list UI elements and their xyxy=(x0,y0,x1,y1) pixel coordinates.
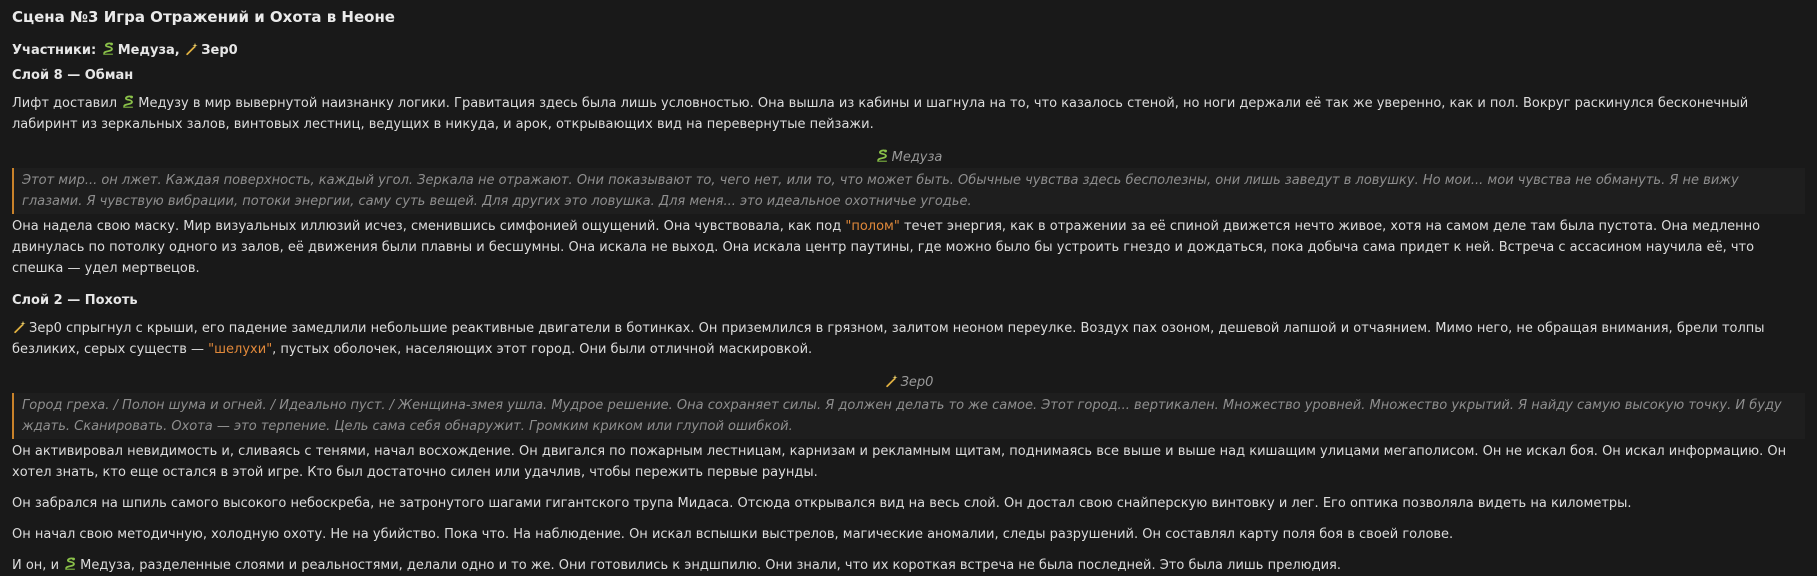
thought-speaker: Медуза xyxy=(891,150,943,165)
wand-icon xyxy=(184,42,199,56)
wand-icon xyxy=(12,320,27,334)
layer2-paragraph-3: Он забрался на шпиль самого высокого небоскреба, не затронутого шагами гигантского трупа Мидаса. Отсюда открывался вид на весь слой. Он достал свою снайперскую винтовку и лег. Его оптика позволяла видеть на километры. xyxy=(12,496,1632,511)
wand-icon xyxy=(884,374,899,388)
highlighted-term: "шелухи" xyxy=(208,342,273,357)
text-span: Медузу в мир вывернутой наизнанку логики. Гравитация здесь была лишь условностью. Она вышла из кабины и шагнула на то, что казалось стеной, но ноги держали её так же уверенно, как и пол. Вокруг раскинулся бесконечный лабиринт из зеркальных залов, винтовых лестниц, ведущих в никуда, и арок, открывающих вид на перевернутые пейзажи. xyxy=(12,96,1749,132)
participants-line xyxy=(12,42,1805,58)
layer8-paragraph-1 xyxy=(12,93,1805,135)
page-title: Сцена №3 Игра Отражений и Охота в Неоне xyxy=(12,8,395,26)
layer2-paragraph-5 xyxy=(12,555,1805,576)
snake-icon xyxy=(121,95,136,109)
snake-icon xyxy=(101,42,116,56)
thought-speaker: Зер0 xyxy=(900,375,934,390)
text-span: Медуза, разделенные слоями и реальностями, делали одно и то же. Они готовились к эндшпилю. Они знали, что их короткая встреча не была последней. Это была лишь прелюдия. xyxy=(80,558,1341,573)
thought-header-medusa xyxy=(12,149,1805,165)
text-span: , пустых оболочек, населяющих этот город. Они были отличной маскировкой. xyxy=(272,342,813,357)
participants-separator: , xyxy=(174,43,180,58)
thought-quote-zer0: Город греха. / Полон шума и огней. / Идеально пуст. / Женщина-змея ушла. Мудрое решение. Она сохраняет силы. Я должен делать то же самое. Этот город... вертикален. Множество уровней. Множество укрытий. Я найду самую высокую точку. И буду ждать. Сканировать. Охота — это терпение. Цель сама себя обнаружит. Громким криком или глупой ошибкой. xyxy=(12,393,1805,439)
layer2-paragraph-1 xyxy=(12,318,1805,360)
layer2-heading: Слой 2 — Похоть xyxy=(12,293,138,308)
text-span: Лифт доставил xyxy=(12,96,122,111)
layer8-paragraph-2 xyxy=(12,216,1805,279)
participant-zer0: Зер0 xyxy=(201,43,238,58)
text-span: течет энергия, как в отражении за её спиной движется нечто живое, хотя на самом деле там была пустота. Она медленно двинулась по потолку одного из залов, её движения были плавны и бесшумны. Она искала не выход. Она искала центр паутины, где можно было бы устроить гнездо и дождаться, пока добыча сама придет к ней. Встреча с ассасином научила её, что спешка — удел мертвецов. xyxy=(12,219,1761,276)
text-span: Она надела свою маску. Мир визуальных иллюзий исчез, сменившись симфонией ощущений. Она чувствовала, как под xyxy=(12,219,846,234)
participants-label: Участники: xyxy=(12,43,97,58)
thought-quote-medusa: Этот мир... он лжет. Каждая поверхность, каждый угол. Зеркала не отражают. Они показывают то, чего нет, или то, что может быть. Обычные чувства здесь бесполезны, они лишь заведут в ловушку. Но мои... мои чувства не обмануть. Я не вижу глазами. Я чувствую вибрации, потоки энергии, саму суть вещей. Для других это ловушка. Для меня... это идеальное охотничье угодье. xyxy=(12,168,1805,214)
layer2-paragraph-2: Он активировал невидимость и, сливаясь с тенями, начал восхождение. Он двигался по пожарным лестницам, карнизам и рекламным щитам, поднимаясь все выше и выше над кишащим улицами мегаполисом. Он не искал боя. Он искал информацию. Он хотел знать, кто еще остался в этой игре. Кто был достаточно силен или удачлив, чтобы пережить первые раунды. xyxy=(12,444,1787,480)
thought-header-zer0 xyxy=(12,374,1805,390)
snake-icon xyxy=(63,557,78,571)
layer8-heading: Слой 8 — Обман xyxy=(12,68,134,83)
text-span: И он, и xyxy=(12,558,64,573)
layer2-paragraph-4: Он начал свою методичную, холодную охоту. Не на убийство. Пока что. На наблюдение. Он искал вспышки выстрелов, магические аномалии, следы разрушений. Он составлял карту поля боя в своей голове. xyxy=(12,527,1454,542)
snake-icon xyxy=(875,149,890,163)
participant-medusa: Медуза xyxy=(117,43,175,58)
highlighted-term: "полом" xyxy=(845,219,900,234)
text-span: Зер0 спрыгнул с крыши, его падение замедлили небольшие реактивные двигатели в ботинках. Он приземлился в грязном, залитом неоном переулке. Воздух пах озоном, дешевой лапшой и отчаянием. Мимо него, не обращая внимания, брели толпы безликих, серых существ — xyxy=(12,321,1765,357)
